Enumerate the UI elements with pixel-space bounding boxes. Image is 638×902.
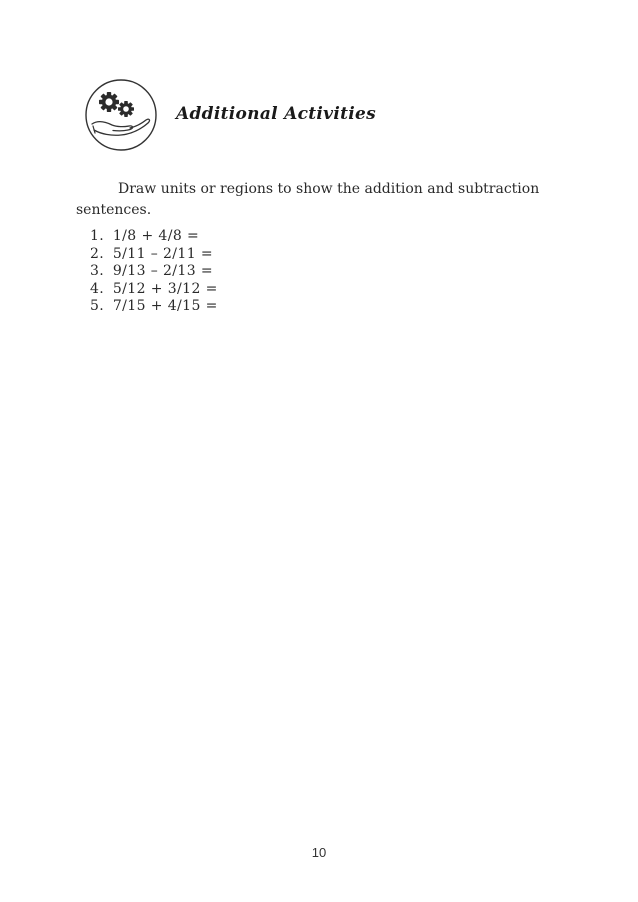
item-text: 7/15 + 4/15 = [112,298,218,314]
list-item [90,263,218,281]
list-item [90,281,218,299]
list-item [90,298,218,316]
item-text: 5/12 + 3/12 = [112,280,218,297]
item-text: 5/11 – 2/11 = [112,245,214,262]
exercise-list [90,228,218,316]
list-item [90,246,218,264]
item-number: 5. [90,298,105,314]
section-title: Additional Activities [176,104,377,124]
item-number: 1. [90,228,105,244]
item-number: 4. [90,280,105,297]
item-number: 2. [90,245,105,262]
instructions-paragraph: Draw units or regions to show the addition and subtraction sentences. [76,181,540,218]
page-number: 10 [311,845,327,860]
gears-in-hand-icon [84,78,158,152]
item-text: 9/13 – 2/13 = [112,263,214,279]
item-number: 3. [90,263,105,279]
item-text: 1/8 + 4/8 = [112,228,200,244]
list-item [90,228,218,246]
